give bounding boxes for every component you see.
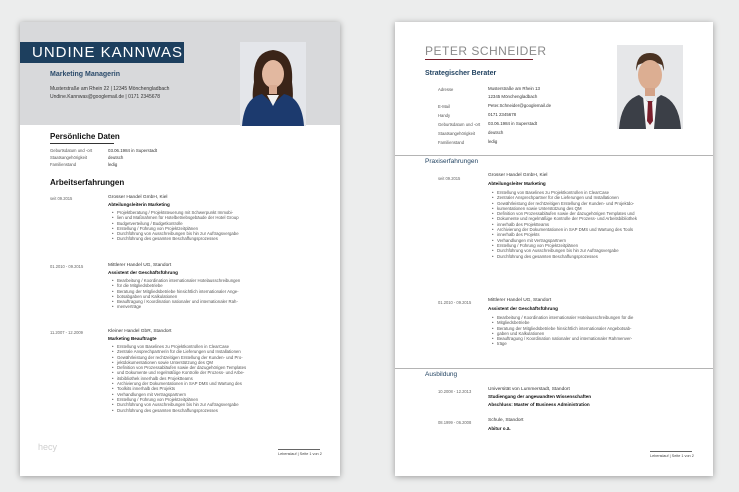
list-item: • Zentraler Ansprechpartner für die Lieferungen und Installationen [492, 195, 702, 200]
list-item: • Erstellung / Führung von Projektzeitplänen [492, 243, 702, 248]
list-item: • Verhandlungen mit Vertragspartnern [112, 392, 317, 397]
list-item: • Erstellung von Baselines zu Projektkontrollen in ClearCase [112, 344, 317, 349]
education-line: Abschluss: Master of Business Administration [488, 402, 590, 407]
contact-label: Adresse [438, 87, 454, 92]
contact-label: Handy [438, 113, 451, 118]
footer-line [278, 449, 320, 450]
list-item: • Beratung der Mitgliedsbetriebe hinsichtlich internationaler Ange- [112, 289, 317, 294]
list-item: • Mitgliedsbetriebe [492, 320, 702, 325]
applicant-name: PETER SCHNEIDER [425, 44, 547, 58]
list-item: • lien und Maßnahmen für Hotelbetriebsgebäude der Hotel Group [112, 215, 317, 220]
contact-info [50, 85, 169, 101]
watermark: hecy [38, 442, 58, 452]
job-bullets [112, 344, 317, 413]
job-bullets [112, 210, 317, 242]
applicant-photo [240, 42, 306, 126]
education-school: Universität von Lummerstadt, Standort [488, 387, 570, 392]
resume-page-right [395, 22, 713, 476]
list-item: • Beauftragung / Koordination nationaler und internationaler Rah- [112, 299, 317, 304]
list-item: • Archivierung der Dokumentationen in SAP DMS und Wartung des Tools [492, 227, 702, 232]
job-bullets [112, 278, 317, 310]
applicant-photo [617, 45, 683, 129]
list-item: • Durchführung von Ausschreibungen bis hin zur Auftragsvergabe [112, 402, 317, 407]
list-item: • innerhalb des Projekts [492, 232, 702, 237]
list-item: • Durchführung des gesamten Beschaffungsprozesses [492, 254, 702, 259]
personal-value: ledig [108, 162, 118, 167]
list-item: • und Dokumente und regelmäßige Kontrolle der Prozess- und Arbe- [112, 370, 317, 375]
footer-line [650, 451, 692, 452]
section-title-experience: Arbeitserfahrungen [50, 178, 125, 187]
job-title: Abteilungsleiterin Marketing [108, 202, 170, 207]
personal-label: Familienstand [50, 162, 77, 167]
contact-value: ledig [488, 139, 498, 144]
resume-page-left [20, 22, 340, 476]
contact-label: Geburtsdatum und -ort [438, 122, 481, 127]
list-item: • Budgetverteilung / Budgetkontrolle [112, 221, 317, 226]
personal-label: Geburtsdatum und -ort [50, 148, 93, 153]
section-title-experience: Praxiserfahrungen [425, 158, 479, 165]
list-item: • Projektberatung / Projektsteuerung mit Schwerpunkt Immobi- [112, 210, 317, 215]
list-item: • botsabgaben und Kalkulationen [112, 294, 317, 299]
job-date: 01.2010 - 09.2015 [50, 264, 84, 269]
contact-value: deutsch [488, 130, 504, 135]
job-company: Mittlerer Handel UG, Standort [488, 298, 552, 303]
list-item: • Erstellung von Baselines zu Projektkontrollen in ClearCase [492, 190, 702, 195]
list-item: • menverträge [112, 304, 317, 309]
applicant-role: Marketing Managerin [50, 71, 121, 78]
contact-value: Peter.Schneider@googlemail.de [488, 103, 552, 108]
contact-value: 0171 2345678 [488, 112, 517, 117]
list-item: • jektdokumentationen sowie Unterstützung des QM [112, 360, 317, 365]
list-item: • Dokumente und regelmäßige Kontrolle der Prozess- und Arbeitsbibliothek [492, 216, 702, 221]
job-company: Kleiner Handel GbR, Standort [108, 329, 172, 334]
list-item: • Definition von Prozessabläufen sowie der dazugehörigen Templates [112, 365, 317, 370]
education-school: Schule, Standort [488, 418, 524, 423]
job-title: Assistent der Geschäftsführung [488, 306, 558, 311]
personal-value: 03.06.1984 in Superstadt [108, 148, 158, 153]
job-date: seit 09.2015 [50, 196, 73, 201]
contact-value: 12345 Mönchengladbach [488, 94, 538, 99]
list-item: • Bearbeitung / Koordination internationaler Hotelausschreibungen für die [492, 315, 702, 320]
job-title: Assistent der Geschäftsführung [108, 270, 178, 275]
job-title: Marketing Beauftragte [108, 336, 157, 341]
applicant-name: UNDINE KANNWAS [32, 44, 183, 61]
section-underline [50, 143, 114, 144]
job-date: 01.2010 - 09.2015 [438, 300, 472, 305]
contact-label: E-Mail [438, 104, 450, 109]
list-item: • Definition von Prozessabläufen sowie der dazugehörigen Templates und [492, 211, 702, 216]
list-item: • Toolkits innerhalb des Projekts [112, 386, 317, 391]
contact-value: 03.06.1984 in Superstadt [488, 121, 538, 126]
contact-value: Musterstraße am Rhein 13 [488, 86, 540, 91]
list-item: • Erstellung / Führung von Projektzeitplänen [112, 397, 317, 402]
job-date: 11.2007 - 12.2009 [50, 330, 83, 335]
contact-label: Staatsangehörigkeit [438, 131, 476, 136]
list-item: • Zentrale Ansprechpartnerin für die Lieferungen und Installationen [112, 349, 317, 354]
section-divider [395, 368, 713, 369]
education-date: 10.2008 - 12.2013 [438, 389, 472, 394]
job-company: Mittlerer Handel UG, Standort [108, 263, 172, 268]
list-item: • Archivierung der Dokumentationen in SAP DMS und Wartung des [112, 381, 317, 386]
section-title-education: Ausbildung [425, 371, 458, 378]
list-item: • itsbibliothek innerhalb des Projektteams [112, 376, 317, 381]
page-footer: Lebenslauf | Seite 1 von 2 [278, 452, 322, 456]
section-divider [395, 155, 713, 156]
personal-label: Staatsangehörigkeit [50, 155, 88, 160]
page-footer: Lebenslauf | Seite 1 von 2 [650, 454, 694, 458]
job-date: seit 09.2015 [438, 176, 461, 181]
job-title: Abteilungsleiter Marketing [488, 181, 546, 186]
name-banner [20, 42, 184, 63]
list-item: • Bearbeitung / Koordination internationaler Hotelausschreibungen [112, 278, 317, 283]
name-underline [425, 59, 533, 60]
section-title-personal: Persönliche Daten [50, 132, 120, 141]
contact-line: Undine.Kannwas@googlemail.de | 0171 2345678 [50, 94, 161, 100]
list-item: • Beauftragung / Koordination nationaler und internationaler Rahmenver- [492, 336, 702, 341]
applicant-role: Strategischer Berater [425, 70, 497, 77]
education-line: Studiengang der angewandten Wissenschaften [488, 394, 592, 399]
personal-value: deutsch [108, 155, 124, 160]
list-item: • Verhandlungen mit Vertragspartnern [492, 238, 702, 243]
education-date: 08.1999 - 06.2008 [438, 420, 472, 425]
list-item: • kumentationen sowie Unterstützung des QM [492, 206, 702, 211]
education-line: Abitur o.ä. [488, 426, 511, 431]
list-item: • Erstellung / Führung von Projektzeitplänen [112, 226, 317, 231]
list-item: • innerhalb des Projektteams [492, 222, 702, 227]
job-bullets [492, 190, 702, 259]
contact-label: Familienstand [438, 140, 465, 145]
job-company: Grosser Handel GmbH, Kiel [108, 195, 168, 200]
list-item: • gaben und Kalkulationen [492, 331, 702, 336]
job-bullets [492, 315, 702, 347]
list-item: • Durchführung des gesamten Beschaffungsprozesses [112, 236, 317, 241]
contact-line: Musterstraße am Rhein 22 | 12345 Mönchengladbach [50, 86, 170, 92]
list-item: • Beratung der Mitgliedsbetriebe hinsichtlich internationaler Angebotsab- [492, 326, 702, 331]
list-item: • Durchführung des gesamten Beschaffungsprozesses [112, 408, 317, 413]
list-item: • Gewährleistung der rechtzeitigen Erstellung der Kunden- und Projektdo- [492, 201, 702, 206]
job-company: Grosser Handel GmbH, Kiel [488, 173, 548, 178]
list-item: • für die Mitgliedsbetriebe [112, 283, 317, 288]
list-item: • Gewährleistung der rechtzeitigen Erstellung der Kunden- und Pro- [112, 355, 317, 360]
list-item: • Durchführung von Ausschreibungen bis hin zur Auftragsvergabe [112, 231, 317, 236]
list-item: • träge [492, 341, 702, 346]
list-item: • Durchführung von Ausschreibungen bis hin zur Auftragsvergabe [492, 248, 702, 253]
